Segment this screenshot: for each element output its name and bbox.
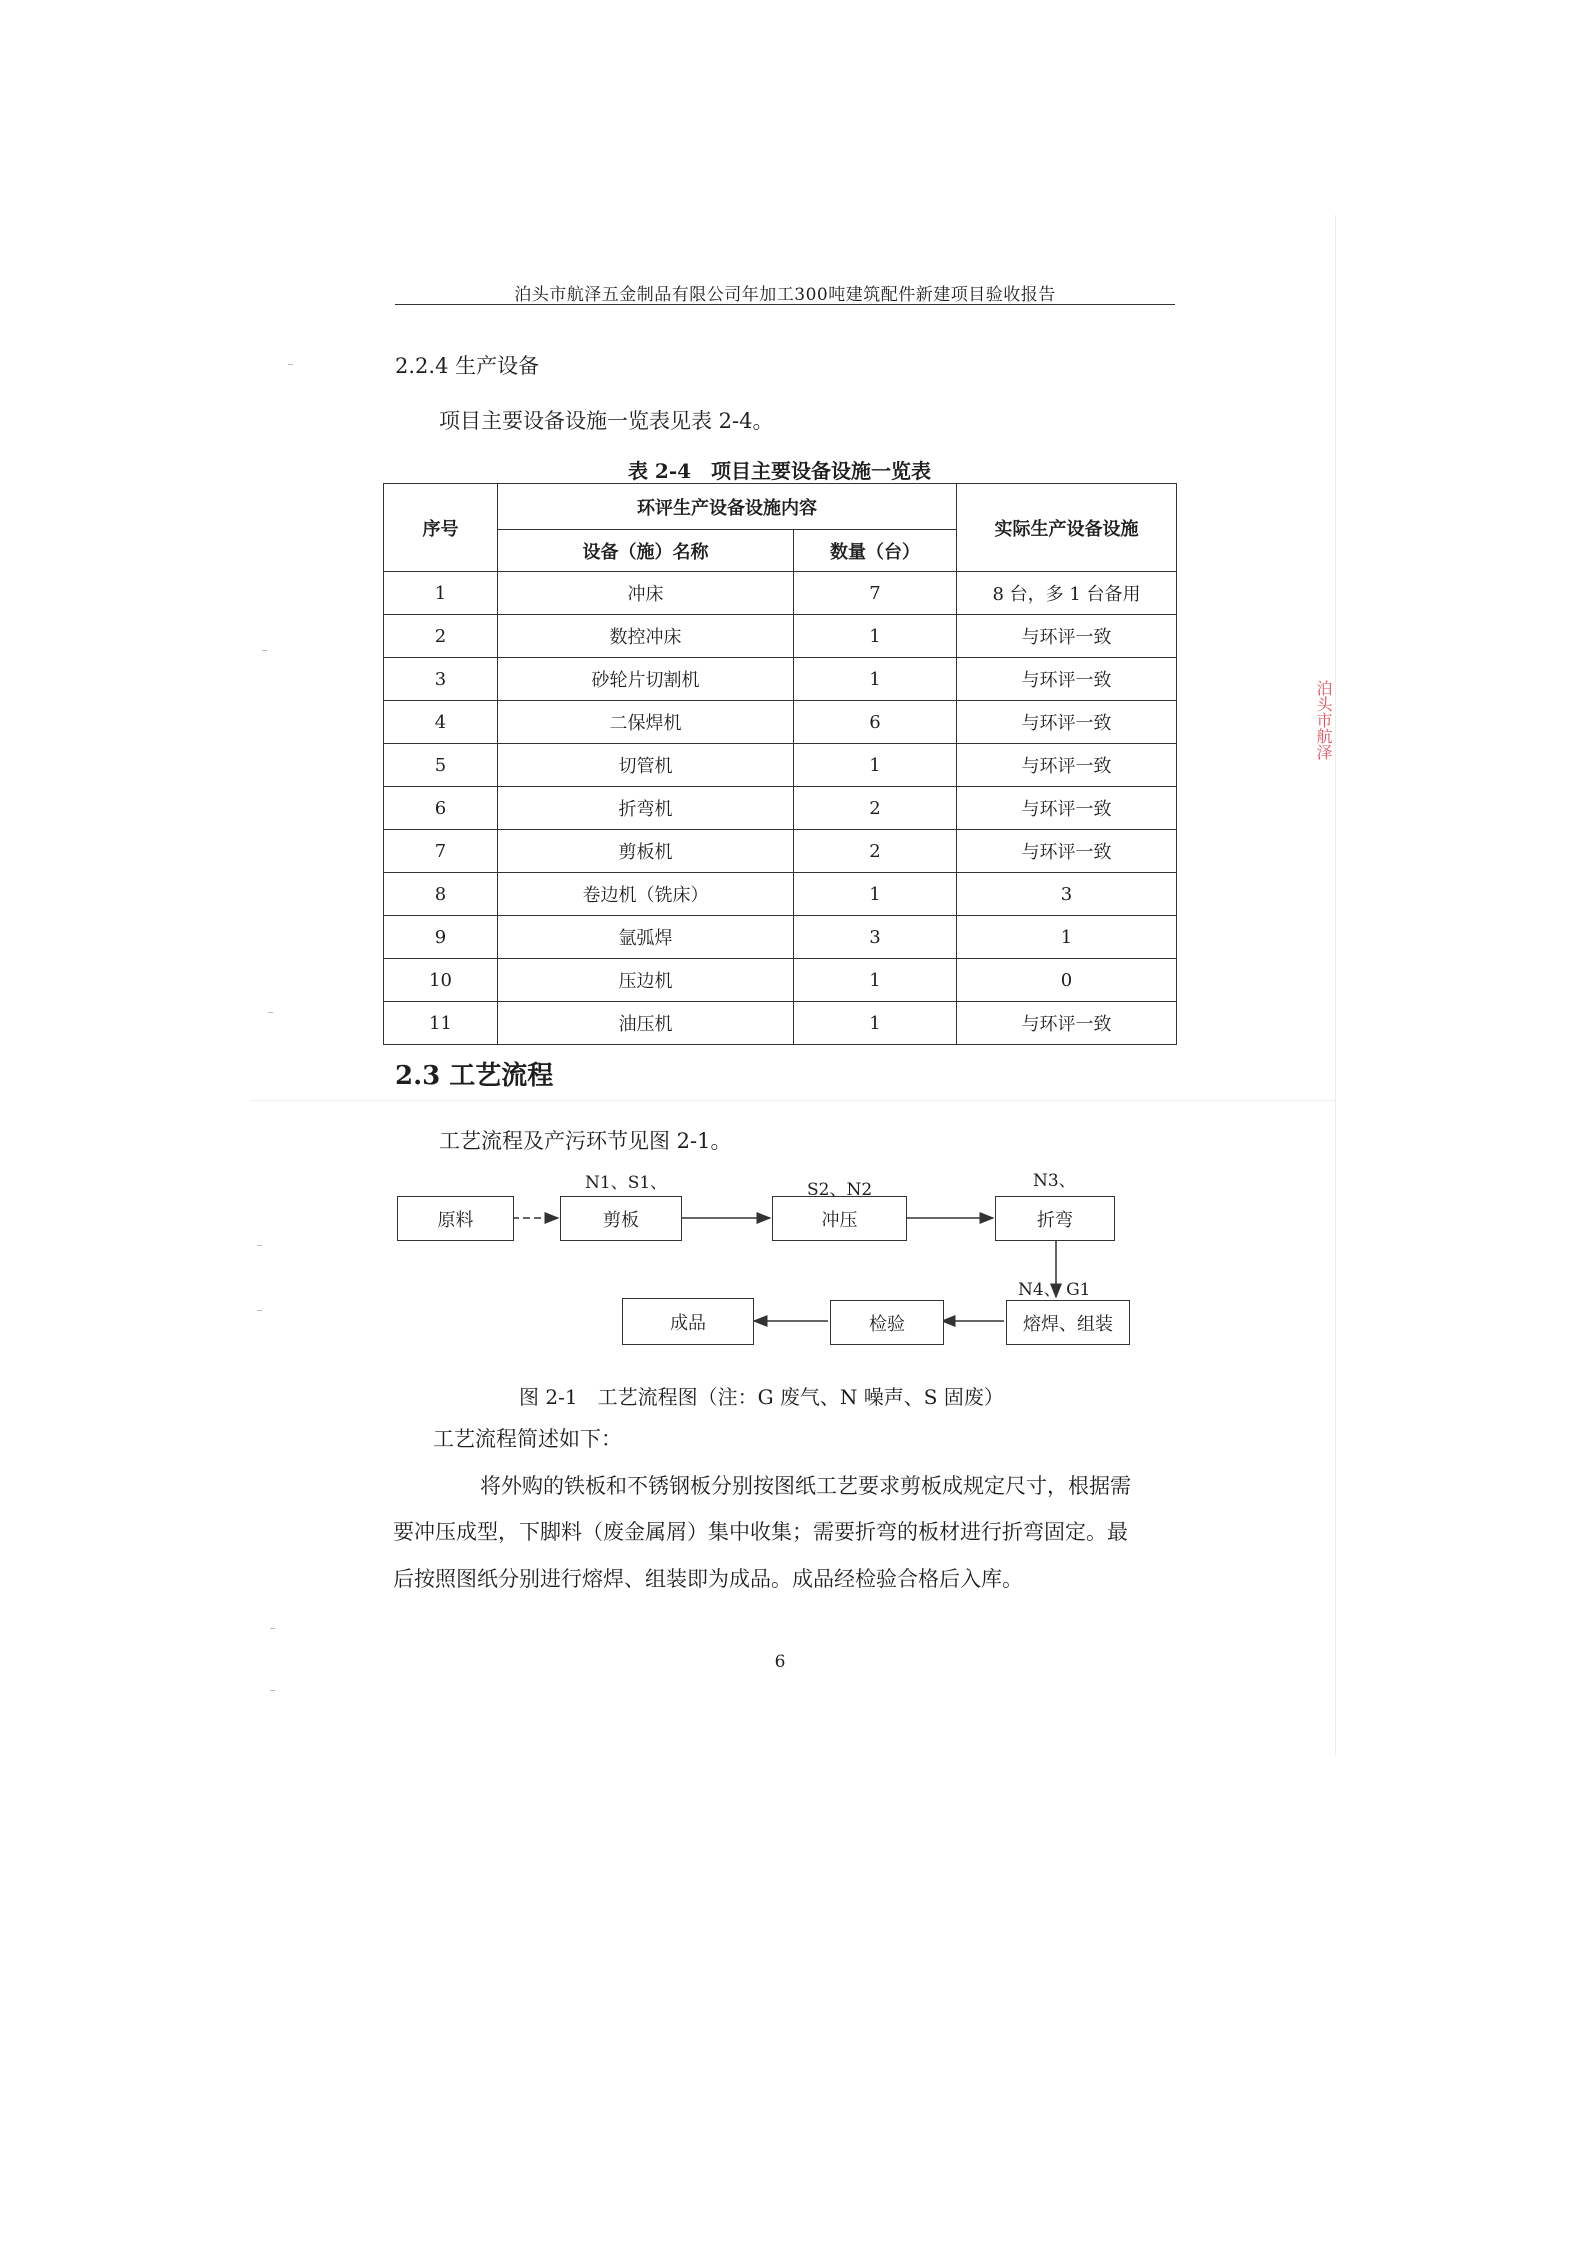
intro-paragraph: 项目主要设备设施一览表见表 2-4。	[439, 409, 774, 433]
page-number: 6	[774, 1652, 786, 1672]
cell-qty: 1	[794, 1002, 957, 1045]
cell-name: 压边机	[498, 959, 794, 1002]
col-group-header: 环评生产设备设施内容	[498, 484, 957, 530]
table-header-row	[384, 484, 1177, 530]
table-row	[384, 916, 1177, 959]
cell-name: 冲床	[498, 572, 794, 615]
flow-intro-paragraph: 工艺流程及产污环节见图 2-1。	[439, 1129, 732, 1153]
cell-name: 二保焊机	[498, 701, 794, 744]
col-seq-header: 序号	[384, 484, 498, 572]
cell-name: 氩弧焊	[498, 916, 794, 959]
desc-intro: 工艺流程简述如下：	[433, 1427, 622, 1451]
cell-seq: 5	[384, 744, 498, 787]
desc-line-1: 将外购的铁板和不锈钢板分别按图纸工艺要求剪板成规定尺寸，根据需	[480, 1474, 1131, 1498]
desc-line-2: 要冲压成型，下脚料（废金属屑）集中收集；需要折弯的板材进行折弯固定。最	[393, 1520, 1128, 1544]
cell-name: 切管机	[498, 744, 794, 787]
table-row	[384, 572, 1177, 615]
cell-seq: 9	[384, 916, 498, 959]
header-rule	[395, 304, 1175, 305]
cell-seq: 3	[384, 658, 498, 701]
cell-seq: 10	[384, 959, 498, 1002]
scan-edge	[1335, 215, 1336, 1755]
cell-qty: 1	[794, 658, 957, 701]
col-qty-header: 数量（台）	[794, 530, 957, 572]
scan-speck	[257, 1310, 262, 1311]
table-row	[384, 1002, 1177, 1045]
scan-speck	[262, 650, 267, 651]
stamp-text: 泊头市航泽	[1314, 680, 1333, 760]
flow-box-shear: 剪板	[560, 1196, 682, 1241]
cell-seq: 6	[384, 787, 498, 830]
flow-box-product: 成品	[622, 1298, 754, 1345]
cell-seq: 11	[384, 1002, 498, 1045]
cell-qty: 1	[794, 744, 957, 787]
table-row	[384, 830, 1177, 873]
scan-speck	[288, 364, 293, 365]
cell-seq: 8	[384, 873, 498, 916]
scan-band	[250, 1100, 1335, 1101]
scan-speck	[268, 1012, 273, 1013]
table-row	[384, 658, 1177, 701]
cell-qty: 7	[794, 572, 957, 615]
col-name-header: 设备（施）名称	[498, 530, 794, 572]
cell-actual: 1	[957, 916, 1177, 959]
cell-actual: 与环评一致	[957, 744, 1177, 787]
equipment-table	[383, 483, 1177, 1045]
flow-label-bend: N3、	[1033, 1171, 1076, 1191]
table-row	[384, 744, 1177, 787]
cell-actual: 与环评一致	[957, 658, 1177, 701]
cell-qty: 2	[794, 787, 957, 830]
cell-actual: 0	[957, 959, 1177, 1002]
table-row	[384, 787, 1177, 830]
table-row	[384, 615, 1177, 658]
flow-label-shear: N1、S1、	[585, 1173, 668, 1193]
cell-name: 数控冲床	[498, 615, 794, 658]
red-seal-stamp	[1313, 680, 1335, 865]
flow-box-raw: 原料	[397, 1196, 514, 1241]
figure-caption: 图 2-1 工艺流程图（注：G 废气、N 噪声、S 固废）	[519, 1385, 1004, 1409]
scan-speck	[257, 1245, 262, 1246]
cell-name: 砂轮片切割机	[498, 658, 794, 701]
table-row	[384, 701, 1177, 744]
cell-qty: 3	[794, 916, 957, 959]
flow-box-inspect: 检验	[830, 1300, 944, 1345]
cell-actual: 3	[957, 873, 1177, 916]
cell-actual: 8 台，多 1 台备用	[957, 572, 1177, 615]
cell-seq: 4	[384, 701, 498, 744]
col-actual-header: 实际生产设备设施	[957, 484, 1177, 572]
cell-actual: 与环评一致	[957, 787, 1177, 830]
cell-name: 剪板机	[498, 830, 794, 873]
cell-seq: 1	[384, 572, 498, 615]
cell-actual: 与环评一致	[957, 1002, 1177, 1045]
flow-label-weld: N4、 G1	[1018, 1280, 1091, 1300]
scan-speck	[270, 1690, 275, 1691]
cell-seq: 7	[384, 830, 498, 873]
cell-seq: 2	[384, 615, 498, 658]
cell-qty: 1	[794, 873, 957, 916]
flow-box-bend: 折弯	[995, 1196, 1115, 1241]
table-title: 表 2-4 项目主要设备设施一览表	[627, 459, 932, 483]
cell-name: 折弯机	[498, 787, 794, 830]
flow-box-weld: 熔焊、组装	[1006, 1300, 1130, 1345]
table-row	[384, 959, 1177, 1002]
table-row	[384, 873, 1177, 916]
cell-name: 油压机	[498, 1002, 794, 1045]
flow-label-stamp: S2、N2	[807, 1180, 873, 1200]
cell-qty: 6	[794, 701, 957, 744]
cell-name: 卷边机（铣床）	[498, 873, 794, 916]
cell-qty: 1	[794, 615, 957, 658]
cell-qty: 1	[794, 959, 957, 1002]
scan-speck	[270, 1628, 275, 1629]
desc-line-3: 后按照图纸分别进行熔焊、组装即为成品。成品经检验合格后入库。	[393, 1567, 1023, 1591]
cell-qty: 2	[794, 830, 957, 873]
cell-actual: 与环评一致	[957, 830, 1177, 873]
section-heading-224: 2.2.4 生产设备	[395, 354, 540, 378]
section-heading-23: 2.3 工艺流程	[395, 1061, 554, 1091]
cell-actual: 与环评一致	[957, 615, 1177, 658]
cell-actual: 与环评一致	[957, 701, 1177, 744]
flow-box-stamp: 冲压	[772, 1196, 907, 1241]
page-header: 泊头市航泽五金制品有限公司年加工300吨建筑配件新建项目验收报告	[514, 285, 1056, 305]
